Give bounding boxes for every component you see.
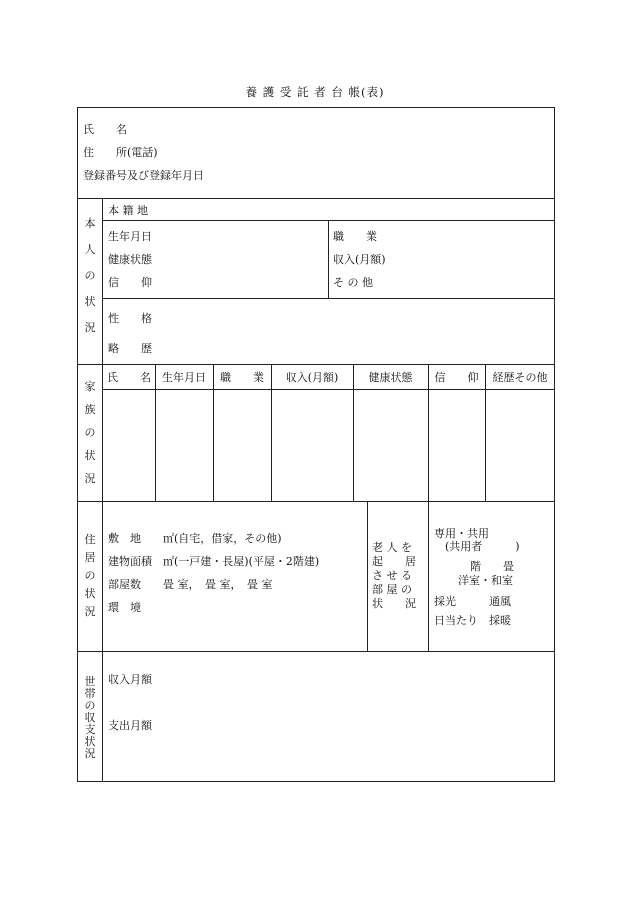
elder-room-label: 老 人 を 起 居 さ せ る 部 屋 の 状 況: [372, 541, 416, 610]
registration-label: 登録番号及び登録年月日: [83, 169, 204, 182]
divider: [77, 198, 555, 199]
divider: [485, 364, 486, 501]
site-label: 敷 地 ㎡(自宅，借家，その他): [108, 532, 282, 545]
floor-area-label: 建物面積 ㎡(一戸建・長屋)(平屋・2階建): [108, 555, 320, 568]
career-label: 略 歴: [108, 342, 152, 355]
divider: [77, 651, 555, 652]
elder-room-sharer: (共用者 ): [445, 540, 520, 553]
occupation-label: 職 業: [333, 230, 377, 243]
religion-label: 信 仰: [108, 276, 152, 289]
family-col-income: 収入(月額): [285, 371, 339, 384]
health-label: 健康状態: [108, 253, 152, 266]
income-label: 収入(月額): [333, 253, 386, 266]
household-income-label: 収入月額: [108, 673, 152, 686]
family-col-career: 経歴その他: [492, 371, 548, 384]
household-section-label: 世 帯 の 収 支 状 況: [84, 675, 96, 760]
other-label: そ の 他: [333, 276, 373, 289]
page-title: 養 護 受 託 者 台 帳(表): [245, 85, 385, 99]
divider: [428, 501, 429, 651]
divider: [77, 501, 555, 502]
family-col-occupation: 職 業: [220, 371, 264, 384]
family-col-name: 氏 名: [107, 371, 151, 384]
person-section-label: 本 人 の 状 況: [84, 217, 96, 334]
divider: [328, 220, 329, 298]
divider: [353, 364, 354, 501]
divider: [213, 364, 214, 501]
elder-room-floor: 階 畳: [470, 560, 514, 573]
elder-room-type: 洋室・和室: [458, 574, 513, 587]
family-col-health: 健康状態: [368, 371, 413, 384]
domicile-label: 本 籍 地: [108, 204, 148, 217]
address-label: 住 所(電話): [83, 146, 158, 159]
divider: [103, 298, 555, 299]
elder-room-sun: 日当たり 採暖: [434, 614, 511, 627]
name-label: 氏 名: [83, 123, 127, 136]
elder-room-usage: 専用・共用: [434, 527, 489, 540]
divider: [77, 364, 555, 365]
household-expense-label: 支出月額: [108, 719, 152, 732]
family-col-birth: 生年月日: [162, 371, 206, 384]
family-section-label: 家 族 の 状 況: [84, 380, 96, 485]
character-label: 性 格: [108, 312, 152, 325]
elder-room-light: 採光 通風: [434, 595, 511, 608]
rooms-label: 部屋数 畳 室， 畳 室， 畳 室: [108, 578, 273, 591]
divider: [103, 389, 555, 390]
divider: [428, 364, 429, 501]
divider: [103, 220, 555, 221]
housing-section-label: 住 居 の 状 況: [84, 533, 96, 618]
divider: [155, 364, 156, 501]
family-col-religion: 信 仰: [434, 371, 479, 384]
divider: [271, 364, 272, 501]
birth-date-label: 生年月日: [108, 230, 152, 243]
environment-label: 環 境: [108, 601, 141, 614]
divider: [367, 501, 368, 651]
